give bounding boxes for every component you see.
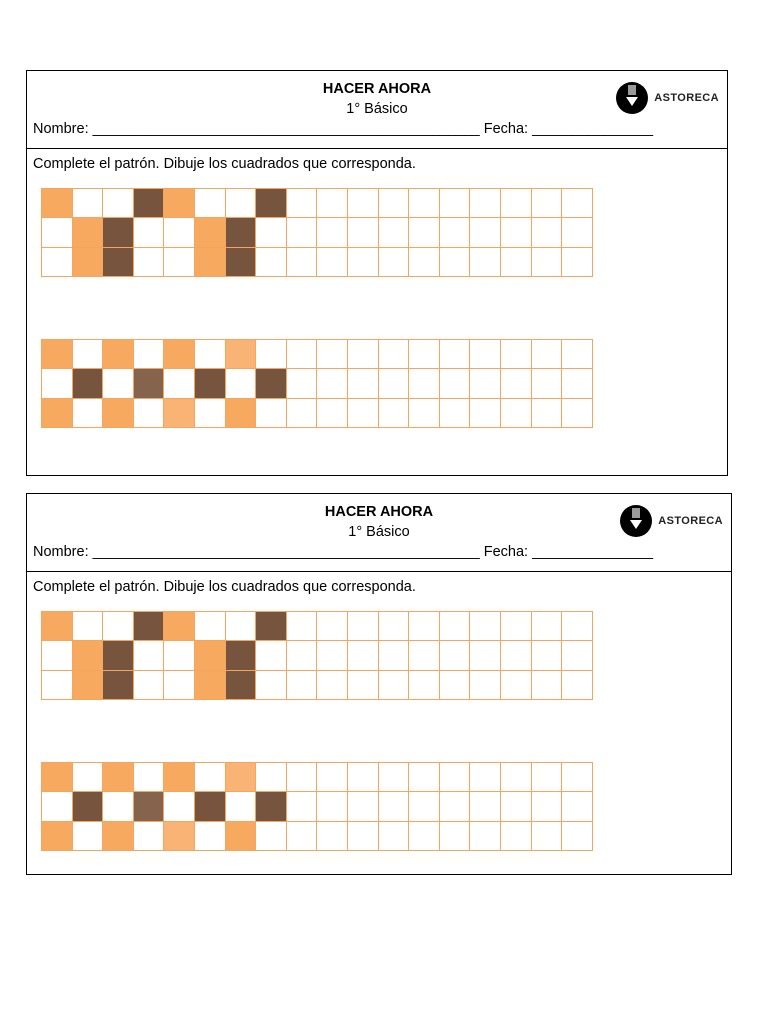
- pattern-square: [42, 822, 73, 851]
- pattern-square: [226, 248, 257, 277]
- pattern-grid-1[interactable]: [41, 611, 593, 700]
- pattern-square: [42, 189, 73, 218]
- pattern-square: [134, 612, 165, 641]
- empty-grid-cell[interactable]: [287, 399, 318, 428]
- empty-grid-cell[interactable]: [532, 763, 563, 792]
- worksheet-card-2: [26, 493, 732, 875]
- empty-grid-cell[interactable]: [379, 822, 410, 851]
- empty-grid-cell[interactable]: [317, 671, 348, 700]
- astoreca-logo: [616, 82, 719, 114]
- empty-grid-cell[interactable]: [532, 340, 563, 369]
- empty-grid-cell[interactable]: [73, 340, 104, 369]
- empty-grid-cell[interactable]: [164, 671, 195, 700]
- empty-grid-cell[interactable]: [532, 369, 563, 398]
- empty-grid-cell[interactable]: [562, 612, 593, 641]
- empty-grid-cell[interactable]: [409, 189, 440, 218]
- empty-grid-cell[interactable]: [317, 792, 348, 821]
- worksheet-title: HACER AHORA: [324, 504, 434, 520]
- empty-grid-cell[interactable]: [532, 641, 563, 670]
- empty-grid-cell[interactable]: [440, 822, 471, 851]
- astoreca-logo: [620, 505, 723, 537]
- pattern-square: [164, 763, 195, 792]
- empty-grid-cell[interactable]: [501, 641, 532, 670]
- empty-grid-cell[interactable]: [103, 369, 134, 398]
- empty-grid-cell[interactable]: [409, 369, 440, 398]
- empty-grid-cell[interactable]: [470, 792, 501, 821]
- logo-text: ASTORECA: [658, 515, 723, 527]
- empty-grid-cell[interactable]: [379, 671, 410, 700]
- empty-grid-cell[interactable]: [103, 792, 134, 821]
- empty-grid-cell[interactable]: [348, 822, 379, 851]
- empty-grid-cell[interactable]: [532, 248, 563, 277]
- empty-grid-cell[interactable]: [501, 399, 532, 428]
- pattern-square: [134, 792, 165, 821]
- empty-grid-cell[interactable]: [532, 189, 563, 218]
- empty-grid-cell[interactable]: [287, 340, 318, 369]
- empty-grid-cell[interactable]: [501, 671, 532, 700]
- pattern-square: [256, 189, 287, 218]
- empty-grid-cell[interactable]: [409, 792, 440, 821]
- empty-grid-cell[interactable]: [317, 763, 348, 792]
- empty-grid-cell[interactable]: [409, 671, 440, 700]
- empty-grid-cell[interactable]: [42, 792, 73, 821]
- pattern-square: [73, 641, 104, 670]
- empty-grid-cell[interactable]: [532, 399, 563, 428]
- empty-grid-cell[interactable]: [501, 189, 532, 218]
- empty-grid-cell[interactable]: [317, 641, 348, 670]
- empty-grid-cell[interactable]: [440, 248, 471, 277]
- pattern-square: [73, 671, 104, 700]
- empty-grid-cell[interactable]: [134, 340, 165, 369]
- pattern-square: [103, 671, 134, 700]
- pattern-square: [195, 671, 226, 700]
- pattern-square: [256, 612, 287, 641]
- pattern-square: [73, 369, 104, 398]
- empty-grid-cell[interactable]: [317, 189, 348, 218]
- pattern-square: [134, 369, 165, 398]
- pattern-square: [226, 340, 257, 369]
- pattern-square: [226, 763, 257, 792]
- empty-grid-cell[interactable]: [42, 671, 73, 700]
- empty-grid-cell[interactable]: [379, 612, 410, 641]
- empty-grid-cell[interactable]: [379, 189, 410, 218]
- empty-grid-cell[interactable]: [42, 641, 73, 670]
- empty-grid-cell[interactable]: [164, 248, 195, 277]
- empty-grid-cell[interactable]: [440, 612, 471, 641]
- empty-grid-cell[interactable]: [195, 822, 226, 851]
- empty-grid-cell[interactable]: [501, 369, 532, 398]
- empty-grid-cell[interactable]: [164, 792, 195, 821]
- empty-grid-cell[interactable]: [134, 763, 165, 792]
- empty-grid-cell[interactable]: [501, 340, 532, 369]
- empty-grid-cell[interactable]: [440, 792, 471, 821]
- empty-grid-cell[interactable]: [409, 340, 440, 369]
- empty-grid-cell[interactable]: [440, 369, 471, 398]
- empty-grid-cell[interactable]: [470, 218, 501, 247]
- pattern-square: [73, 248, 104, 277]
- empty-grid-cell[interactable]: [409, 763, 440, 792]
- pattern-square: [103, 399, 134, 428]
- worksheet-grade: 1° Básico: [348, 524, 410, 540]
- empty-grid-cell[interactable]: [287, 369, 318, 398]
- pattern-square: [103, 248, 134, 277]
- pattern-square: [42, 763, 73, 792]
- empty-grid-cell[interactable]: [348, 763, 379, 792]
- empty-grid-cell[interactable]: [348, 218, 379, 247]
- empty-grid-cell[interactable]: [287, 822, 318, 851]
- empty-grid-cell[interactable]: [42, 369, 73, 398]
- pattern-square: [164, 189, 195, 218]
- empty-grid-cell[interactable]: [532, 822, 563, 851]
- empty-grid-cell[interactable]: [440, 763, 471, 792]
- empty-grid-cell[interactable]: [562, 641, 593, 670]
- empty-grid-cell[interactable]: [532, 612, 563, 641]
- empty-grid-cell[interactable]: [348, 792, 379, 821]
- pattern-square: [42, 399, 73, 428]
- empty-grid-cell[interactable]: [562, 399, 593, 428]
- empty-grid-cell[interactable]: [287, 792, 318, 821]
- empty-grid-cell[interactable]: [317, 822, 348, 851]
- empty-grid-cell[interactable]: [470, 399, 501, 428]
- empty-grid-cell[interactable]: [501, 248, 532, 277]
- name-date-line: Nombre: ________________________________________________ Fecha: _______________: [33, 544, 654, 560]
- pencil-tip-icon: [620, 505, 652, 537]
- empty-grid-cell[interactable]: [470, 369, 501, 398]
- empty-grid-cell[interactable]: [409, 399, 440, 428]
- empty-grid-cell[interactable]: [348, 340, 379, 369]
- empty-grid-cell[interactable]: [470, 822, 501, 851]
- empty-grid-cell[interactable]: [256, 822, 287, 851]
- empty-grid-cell[interactable]: [562, 763, 593, 792]
- pattern-square: [103, 763, 134, 792]
- pattern-square: [195, 792, 226, 821]
- empty-grid-cell[interactable]: [287, 612, 318, 641]
- empty-grid-cell[interactable]: [409, 612, 440, 641]
- empty-grid-cell[interactable]: [317, 340, 348, 369]
- empty-grid-cell[interactable]: [440, 340, 471, 369]
- name-date-line: Nombre: ________________________________________________ Fecha: _______________: [33, 121, 654, 137]
- empty-grid-cell[interactable]: [226, 612, 257, 641]
- empty-grid-cell[interactable]: [562, 189, 593, 218]
- empty-grid-cell[interactable]: [256, 399, 287, 428]
- empty-grid-cell[interactable]: [470, 671, 501, 700]
- empty-grid-cell[interactable]: [256, 218, 287, 247]
- pattern-square: [256, 792, 287, 821]
- empty-grid-cell[interactable]: [317, 248, 348, 277]
- pattern-grid-1[interactable]: [41, 188, 593, 277]
- empty-grid-cell[interactable]: [470, 763, 501, 792]
- pattern-square: [134, 189, 165, 218]
- pattern-square: [226, 641, 257, 670]
- empty-grid-cell[interactable]: [501, 612, 532, 641]
- empty-grid-cell[interactable]: [409, 218, 440, 247]
- pattern-square: [256, 369, 287, 398]
- empty-grid-cell[interactable]: [103, 189, 134, 218]
- empty-grid-cell[interactable]: [287, 763, 318, 792]
- empty-grid-cell[interactable]: [164, 369, 195, 398]
- empty-grid-cell[interactable]: [195, 399, 226, 428]
- empty-grid-cell[interactable]: [134, 248, 165, 277]
- pattern-square: [103, 340, 134, 369]
- empty-grid-cell[interactable]: [256, 763, 287, 792]
- pattern-square: [226, 671, 257, 700]
- worksheet-header: [27, 494, 731, 572]
- empty-grid-cell[interactable]: [134, 399, 165, 428]
- empty-grid-cell[interactable]: [562, 671, 593, 700]
- empty-grid-cell[interactable]: [317, 218, 348, 247]
- empty-grid-cell[interactable]: [501, 763, 532, 792]
- empty-grid-cell[interactable]: [409, 822, 440, 851]
- empty-grid-cell[interactable]: [256, 641, 287, 670]
- empty-grid-cell[interactable]: [562, 248, 593, 277]
- empty-grid-cell[interactable]: [562, 822, 593, 851]
- empty-grid-cell[interactable]: [226, 189, 257, 218]
- empty-grid-cell[interactable]: [256, 248, 287, 277]
- empty-grid-cell[interactable]: [103, 612, 134, 641]
- empty-grid-cell[interactable]: [348, 612, 379, 641]
- empty-grid-cell[interactable]: [440, 218, 471, 247]
- empty-grid-cell[interactable]: [501, 792, 532, 821]
- empty-grid-cell[interactable]: [440, 399, 471, 428]
- empty-grid-cell[interactable]: [317, 399, 348, 428]
- empty-grid-cell[interactable]: [409, 248, 440, 277]
- empty-grid-cell[interactable]: [73, 189, 104, 218]
- empty-grid-cell[interactable]: [440, 641, 471, 670]
- empty-grid-cell[interactable]: [287, 189, 318, 218]
- pattern-square: [42, 612, 73, 641]
- empty-grid-cell[interactable]: [317, 612, 348, 641]
- empty-grid-cell[interactable]: [287, 641, 318, 670]
- empty-grid-cell[interactable]: [379, 763, 410, 792]
- empty-grid-cell[interactable]: [348, 641, 379, 670]
- pattern-square: [103, 641, 134, 670]
- empty-grid-cell[interactable]: [287, 671, 318, 700]
- empty-grid-cell[interactable]: [287, 248, 318, 277]
- empty-grid-cell[interactable]: [470, 612, 501, 641]
- empty-grid-cell[interactable]: [73, 612, 104, 641]
- empty-grid-cell[interactable]: [379, 641, 410, 670]
- pattern-square: [195, 369, 226, 398]
- worksheet-title: HACER AHORA: [322, 81, 432, 97]
- empty-grid-cell[interactable]: [470, 340, 501, 369]
- pattern-square: [42, 340, 73, 369]
- empty-grid-cell[interactable]: [256, 340, 287, 369]
- empty-grid-cell[interactable]: [532, 671, 563, 700]
- pattern-square: [73, 792, 104, 821]
- empty-grid-cell[interactable]: [226, 369, 257, 398]
- empty-grid-cell[interactable]: [409, 641, 440, 670]
- empty-grid-cell[interactable]: [532, 218, 563, 247]
- empty-grid-cell[interactable]: [348, 248, 379, 277]
- empty-grid-cell[interactable]: [379, 340, 410, 369]
- pattern-square: [73, 218, 104, 247]
- empty-grid-cell[interactable]: [164, 641, 195, 670]
- pattern-square: [226, 822, 257, 851]
- empty-grid-cell[interactable]: [440, 189, 471, 218]
- empty-grid-cell[interactable]: [73, 763, 104, 792]
- pattern-square: [164, 399, 195, 428]
- pattern-grid-2[interactable]: [41, 339, 593, 428]
- pattern-grid-2[interactable]: [41, 762, 593, 851]
- empty-grid-cell[interactable]: [317, 369, 348, 398]
- empty-grid-cell[interactable]: [501, 218, 532, 247]
- worksheet-header: [27, 71, 727, 149]
- empty-grid-cell[interactable]: [562, 218, 593, 247]
- pattern-square: [103, 822, 134, 851]
- empty-grid-cell[interactable]: [532, 792, 563, 821]
- logo-text: ASTORECA: [654, 92, 719, 104]
- pattern-square: [195, 218, 226, 247]
- empty-grid-cell[interactable]: [42, 218, 73, 247]
- pattern-square: [226, 399, 257, 428]
- pattern-square: [103, 218, 134, 247]
- empty-grid-cell[interactable]: [562, 340, 593, 369]
- empty-grid-cell[interactable]: [134, 641, 165, 670]
- empty-grid-cell[interactable]: [379, 248, 410, 277]
- empty-grid-cell[interactable]: [134, 822, 165, 851]
- empty-grid-cell[interactable]: [348, 671, 379, 700]
- empty-grid-cell[interactable]: [134, 218, 165, 247]
- empty-grid-cell[interactable]: [42, 248, 73, 277]
- empty-grid-cell[interactable]: [562, 369, 593, 398]
- pattern-square: [164, 822, 195, 851]
- empty-grid-cell[interactable]: [226, 792, 257, 821]
- empty-grid-cell[interactable]: [287, 218, 318, 247]
- empty-grid-cell[interactable]: [562, 792, 593, 821]
- empty-grid-cell[interactable]: [440, 671, 471, 700]
- empty-grid-cell[interactable]: [195, 340, 226, 369]
- empty-grid-cell[interactable]: [470, 641, 501, 670]
- pattern-square: [195, 248, 226, 277]
- pattern-square: [226, 218, 257, 247]
- empty-grid-cell[interactable]: [164, 218, 195, 247]
- empty-grid-cell[interactable]: [73, 822, 104, 851]
- pencil-tip-icon: [616, 82, 648, 114]
- empty-grid-cell[interactable]: [379, 369, 410, 398]
- empty-grid-cell[interactable]: [470, 189, 501, 218]
- empty-grid-cell[interactable]: [195, 189, 226, 218]
- empty-grid-cell[interactable]: [470, 248, 501, 277]
- empty-grid-cell[interactable]: [379, 792, 410, 821]
- empty-grid-cell[interactable]: [379, 399, 410, 428]
- empty-grid-cell[interactable]: [348, 399, 379, 428]
- instruction-text: Complete el patrón. Dibuje los cuadrados que corresponda.: [33, 156, 416, 172]
- worksheet-grade: 1° Básico: [346, 101, 408, 117]
- empty-grid-cell[interactable]: [195, 612, 226, 641]
- empty-grid-cell[interactable]: [348, 189, 379, 218]
- instruction-text: Complete el patrón. Dibuje los cuadrados que corresponda.: [33, 579, 416, 595]
- empty-grid-cell[interactable]: [348, 369, 379, 398]
- pattern-square: [164, 340, 195, 369]
- empty-grid-cell[interactable]: [73, 399, 104, 428]
- empty-grid-cell[interactable]: [134, 671, 165, 700]
- empty-grid-cell[interactable]: [379, 218, 410, 247]
- pattern-square: [195, 641, 226, 670]
- empty-grid-cell[interactable]: [256, 671, 287, 700]
- empty-grid-cell[interactable]: [195, 763, 226, 792]
- pattern-square: [164, 612, 195, 641]
- worksheet-card-1: [26, 70, 728, 476]
- empty-grid-cell[interactable]: [501, 822, 532, 851]
